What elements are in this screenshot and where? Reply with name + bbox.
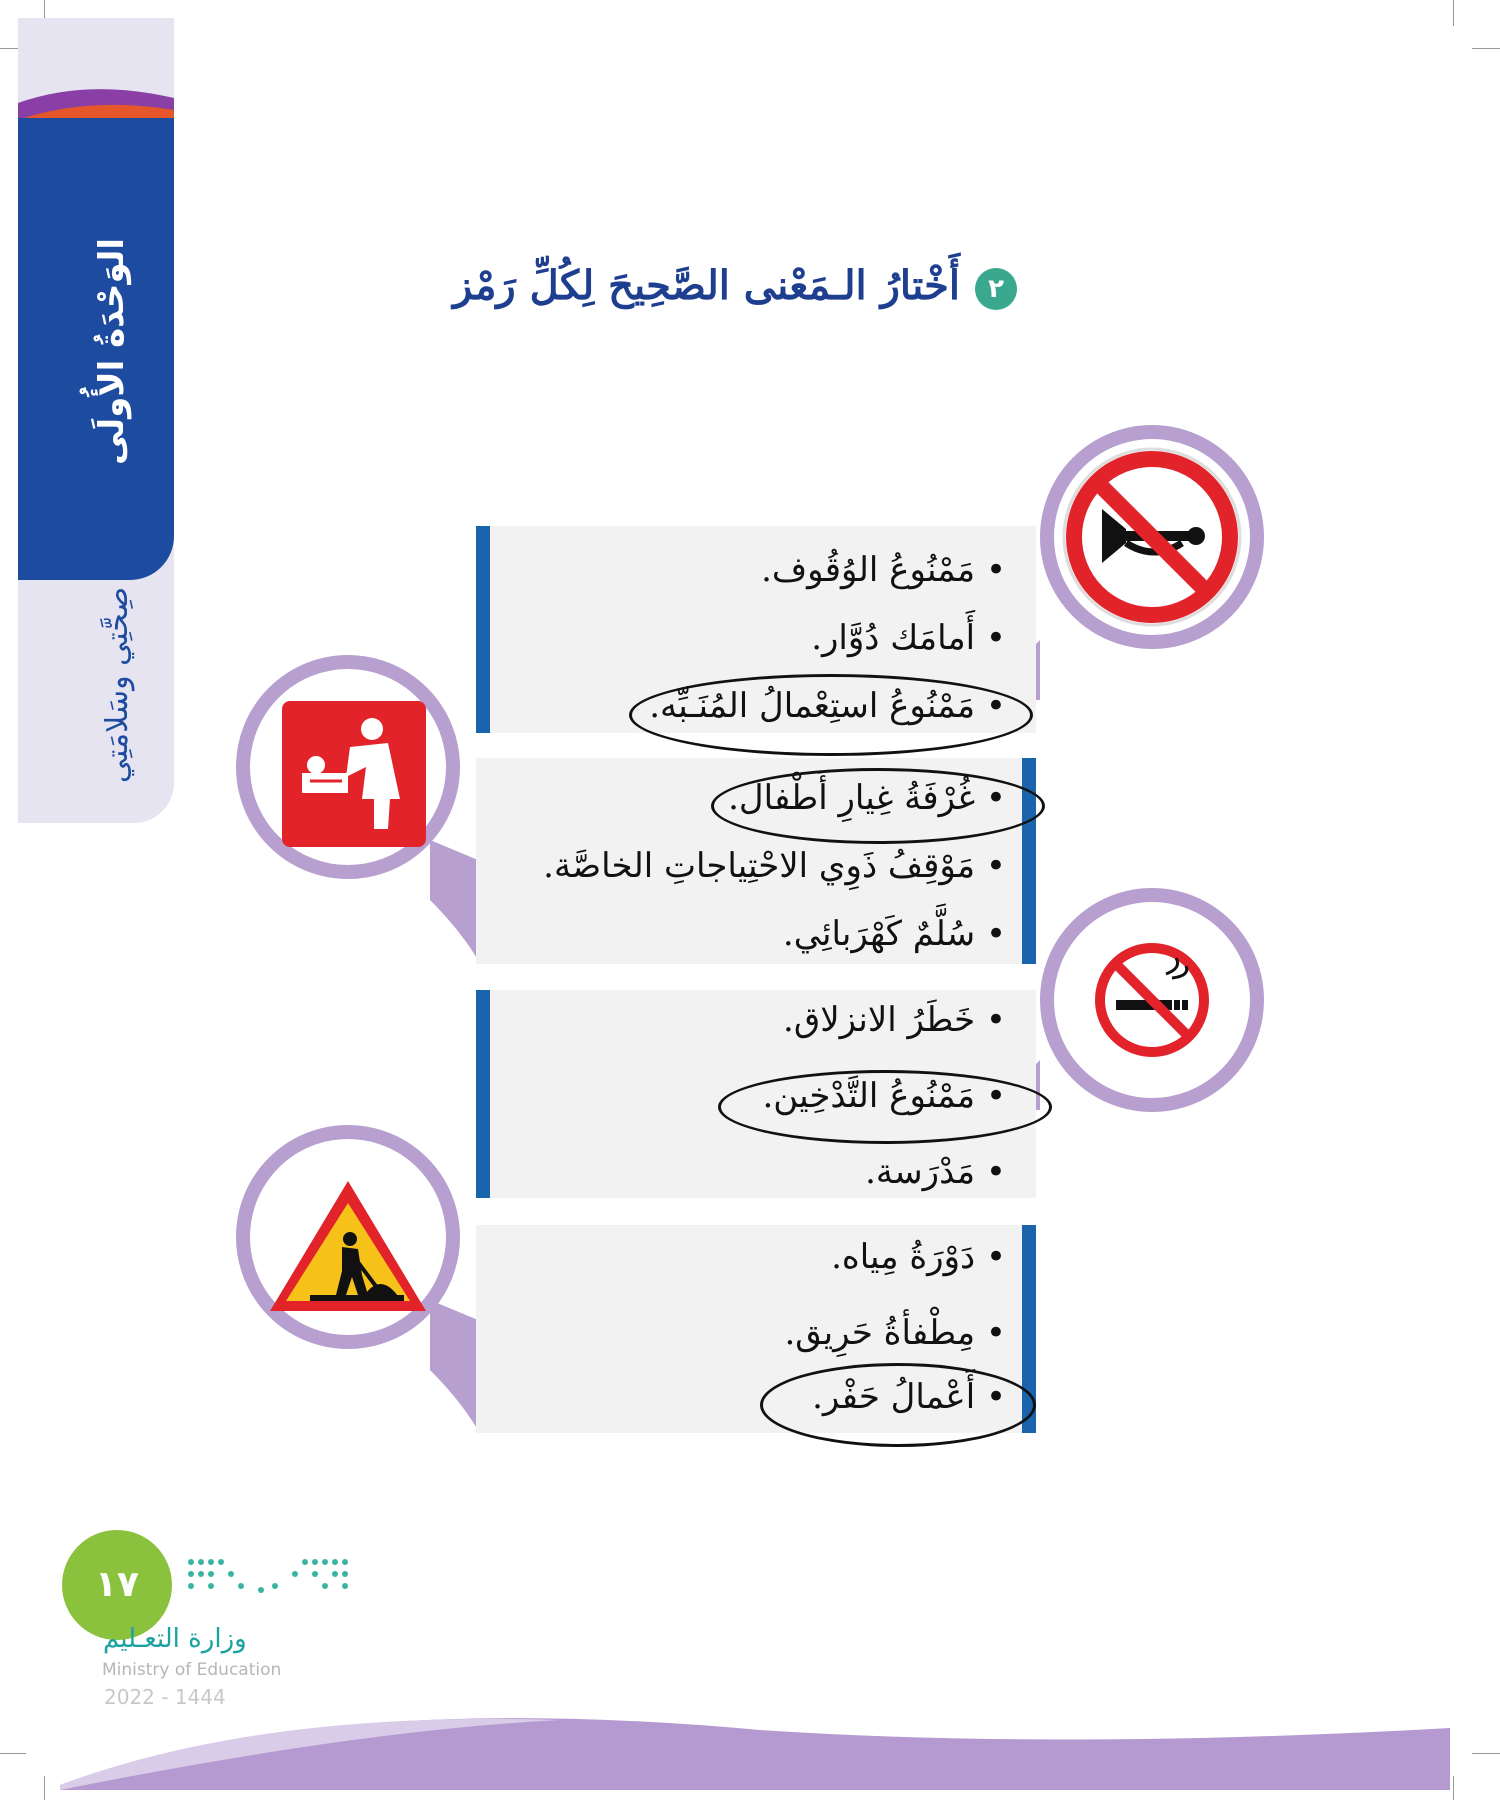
- option[interactable]: • مِطْفأةُ حَرِيق.: [784, 1313, 1006, 1353]
- answer-circle: [711, 768, 1045, 844]
- sign-bubble: [236, 1125, 460, 1349]
- options-box: [476, 1225, 1036, 1433]
- option[interactable]: • خَطَرُ الانزلاق.: [783, 1000, 1006, 1040]
- baby-changing-sign-icon: [250, 669, 446, 865]
- ministry-name-en: Ministry of Education: [102, 1660, 282, 1680]
- ministry-logo-icon: [185, 1556, 365, 1606]
- crop-mark: [0, 1753, 26, 1754]
- sign-bubble: [1040, 425, 1264, 649]
- answer-circle: [718, 1070, 1052, 1144]
- crop-mark: [1472, 1753, 1500, 1754]
- option[interactable]: • مَمْنُوعُ استِعْمالُ المُنَـبِّه.: [649, 686, 1006, 726]
- unit-name: صِحَّتِي وسَلامَتِي: [100, 586, 135, 784]
- sign-bubble: [236, 655, 460, 879]
- option[interactable]: • غُرْفَةُ غِيارِ أَطْفال.: [728, 778, 1006, 818]
- options-box: [476, 990, 1036, 1198]
- options-box: [476, 758, 1036, 964]
- question-number-badge: ٢: [975, 268, 1017, 310]
- answer-circle: [629, 674, 1033, 756]
- crop-mark: [1453, 1776, 1454, 1800]
- crop-mark: [44, 1776, 45, 1800]
- ministry-name-ar: وزارة التعـليم: [103, 1624, 247, 1654]
- page-number: ١٧: [62, 1530, 172, 1640]
- no-horn-sign-icon: [1054, 439, 1250, 635]
- road-works-sign-icon: [250, 1139, 446, 1335]
- edition-year: 2022 - 1444: [104, 1685, 226, 1709]
- sign-bubble: [1040, 888, 1264, 1112]
- option[interactable]: • مَدْرَسة.: [865, 1152, 1006, 1192]
- options-box: [476, 526, 1036, 733]
- option[interactable]: • دَوْرَةُ مِياه.: [831, 1237, 1006, 1277]
- box-bar: [476, 990, 490, 1198]
- question-title: أَخْتارُ الـمَعْنى الصَّحِيحَ لِكُلِّ رَمْز: [452, 262, 960, 309]
- option[interactable]: • مَمْنُوعُ الوُقُوف.: [761, 550, 1006, 590]
- option[interactable]: • أَعْمالُ حَفْر.: [812, 1377, 1006, 1417]
- footer-wave: [60, 1690, 1450, 1790]
- option[interactable]: • أَمامَك دُوَّار.: [811, 618, 1006, 658]
- option[interactable]: • سُلَّمٌ كَهْرَبائِي.: [782, 914, 1006, 954]
- option[interactable]: • مَمْنُوعُ التَّدْخِين.: [762, 1076, 1006, 1116]
- option[interactable]: • مَوْقِفُ ذَوِي الاحْتِياجاتِ الخاصَّة.: [543, 846, 1006, 886]
- unit-title: الوَحْدَةُ الأُولَى: [92, 237, 132, 465]
- box-bar: [476, 526, 490, 733]
- no-smoking-sign-icon: [1054, 902, 1250, 1098]
- answer-circle: [760, 1363, 1036, 1447]
